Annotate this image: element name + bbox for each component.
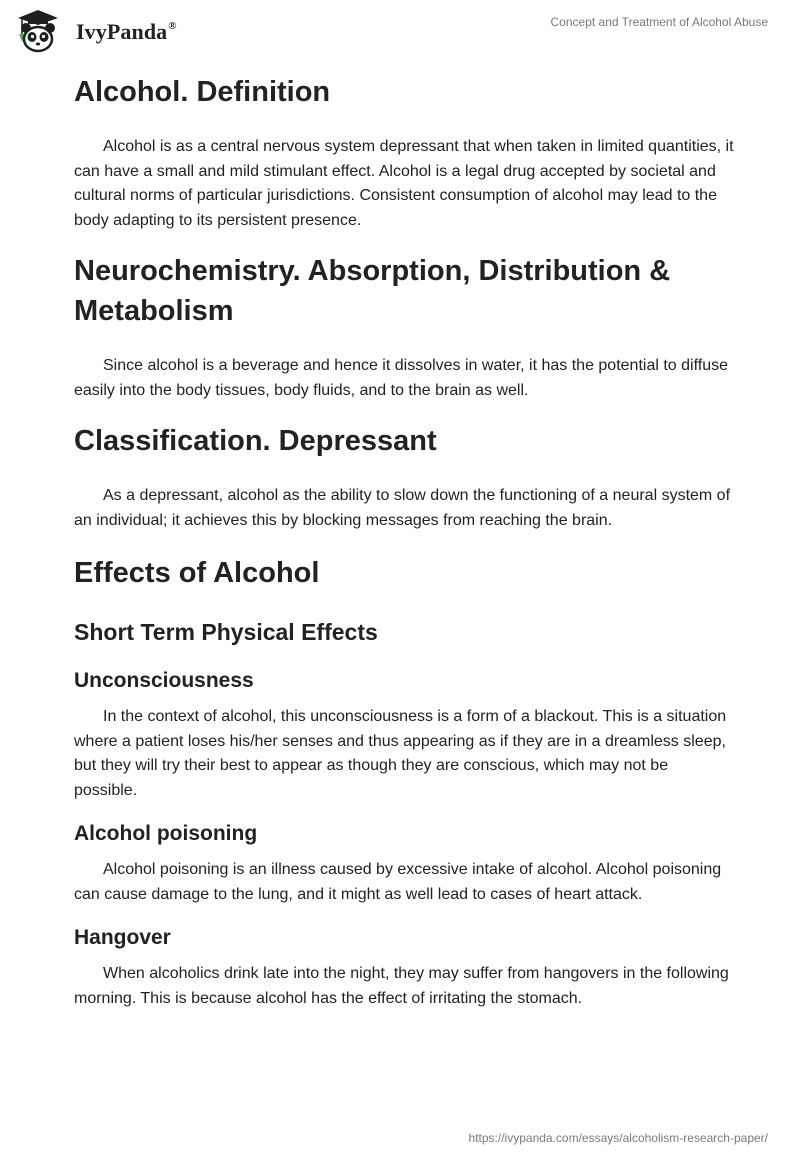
section-heading: Alcohol. Definition [74,76,331,108]
section-paragraph: Alcohol is as a central nervous system depressant that when taken in limited quantities, it can have a small and mild stimulant effect. Alcohol is a legal drug accepted by societal and cultural norms of particular jurisdictions. Consistent consumption of alcohol may lead to the body adapting to its persistent presence. [74,138,734,229]
topic-paragraph: When alcoholics drink late into the night, they may suffer from hangovers in the following morning. This is because alcohol has the effect of irritating the stomach. [74,965,729,1007]
section-definition [74,72,734,233]
section-paragraph: Since alcohol is a beverage and hence it dissolves in water, it has the potential to diffuse easily into the body tissues, body fluids, and to the brain as well. [74,357,728,399]
topic-heading: Hangover [74,926,171,949]
brand-name: IvyPanda [76,19,168,44]
section-heading: Effects of Alcohol [74,557,320,589]
panda-logo-icon[interactable] [16,8,60,54]
essay-content [74,70,734,1011]
registered-mark: ® [168,19,177,32]
section-effects [74,553,734,1011]
subsection-heading: Short Term Physical Effects [74,619,378,645]
topic-paragraph: In the context of alcohol, this unconsciousness is a form of a blackout. This is a situation where a patient loses his/her senses and thus appearing as if they are in a dreamless sleep, but they will try their best to appear as though they are conscious, which may not be possible. [74,708,727,799]
source-url-link[interactable]: https://ivypanda.com/essays/alcoholism-research-paper/ [468,1131,768,1145]
section-heading: Neurochemistry. Absorption, Distribution & Metabolism [74,255,671,327]
section-paragraph: As a depressant, alcohol as the ability to slow down the functioning of a neural system of an individual; it achieves this by blocking messages from reaching the brain. [74,487,731,529]
document-title: Concept and Treatment of Alcohol Abuse [550,15,768,29]
topic-heading: Unconsciousness [74,669,254,692]
section-classification [74,421,734,533]
section-neurochemistry [74,251,734,403]
topic-heading: Alcohol poisoning [74,822,258,845]
brand-logotype[interactable] [76,19,177,45]
section-heading: Classification. Depressant [74,425,437,457]
page-header [0,0,800,60]
topic-paragraph: Alcohol poisoning is an illness caused by excessive intake of alcohol. Alcohol poisoning can cause damage to the lung, and it might as well lead to cases of heart attack. [74,861,722,903]
